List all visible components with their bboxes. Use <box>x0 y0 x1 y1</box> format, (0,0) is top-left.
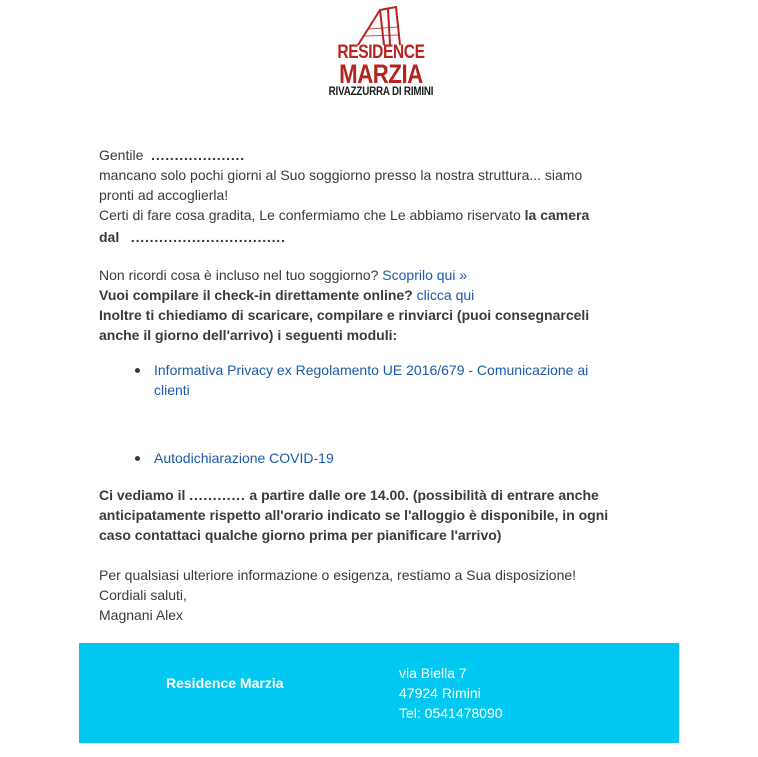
footer-address <box>399 663 503 723</box>
checkin-question: Vuoi compilare il check-in direttamente online? <box>99 287 417 303</box>
residence-marzia-logo <box>318 5 444 100</box>
greeting-text: Gentile <box>99 147 144 163</box>
included-question: Non ricordi cosa è incluso nel tuo soggiorno? <box>99 267 383 283</box>
footer-phone[interactable]: Tel: 0541478090 <box>399 705 503 721</box>
arrival-line-1 <box>99 485 599 505</box>
footer-banner <box>79 643 679 743</box>
dates-line <box>99 227 286 247</box>
logo-line-location: RIVAZZURRA DI RIMINI <box>328 86 434 98</box>
forms-intro-line-2: anche il giorno dell'arrivo) i seguenti moduli: <box>99 327 398 343</box>
arrival-line-3: caso contattaci qualche giorno prima per pianificare l'arrivo) <box>99 527 502 543</box>
bullet-dot-icon <box>135 368 140 373</box>
footer-city: 47924 Rimini <box>399 685 481 701</box>
greeting-line <box>99 145 245 165</box>
intro-line-2: pronti ad accoglierla! <box>99 187 229 203</box>
privacy-form-link[interactable]: Informativa Privacy ex Regolamento UE 2016/679 - Comunicazione ai <box>154 362 589 378</box>
arrival-time-text: a partire dalle ore 14.00. (possibilità di entrare anche <box>245 487 599 503</box>
discover-link[interactable]: Scoprilo qui » <box>382 267 468 283</box>
arrival-text: Ci vediamo il <box>99 487 190 503</box>
footer-street: via Biella 7 <box>399 665 467 681</box>
closing-line-2: Cordiali saluti, <box>99 587 187 603</box>
room-label: la camera <box>524 207 590 223</box>
logo-line-residence: RESIDENCE <box>337 42 425 63</box>
bullet-dot-icon <box>135 456 140 461</box>
arrival-date-placeholder: ............ <box>189 487 246 503</box>
covid-form-link[interactable]: Autodichiarazione COVID-19 <box>154 450 334 466</box>
signature: Magnani Alex <box>99 607 184 623</box>
footer-residence-name: Residence Marzia <box>166 675 284 691</box>
checkin-link[interactable]: clicca qui <box>416 287 475 303</box>
dates-label: dal <box>99 229 120 245</box>
closing-line-1: Per qualsiasi ulteriore informazione o esigenza, restiamo a Sua disposizione! <box>99 567 577 583</box>
logo-line-marzia: MARZIA <box>339 59 423 89</box>
reservation-line <box>99 205 589 225</box>
forms-intro-line-1: Inoltre ti chiediamo di scaricare, compilare e rinviarci (puoi consegnarceli <box>99 307 590 323</box>
reservation-text: Certi di fare cosa gradita, Le confermiamo che Le abbiamo riservato <box>99 207 525 223</box>
included-line <box>99 265 467 285</box>
privacy-form-link-cont[interactable]: clienti <box>154 382 190 398</box>
greeting-placeholder: .................... <box>151 147 245 163</box>
arrival-line-2: anticipatamente rispetto all'orario indicato se l'alloggio è disponibile, in ogni <box>99 507 609 523</box>
checkin-line <box>99 285 474 305</box>
dates-placeholder: ................................. <box>130 229 286 245</box>
intro-line-1: mancano solo pochi giorni al Suo soggiorno presso la nostra struttura... siamo <box>99 167 583 183</box>
